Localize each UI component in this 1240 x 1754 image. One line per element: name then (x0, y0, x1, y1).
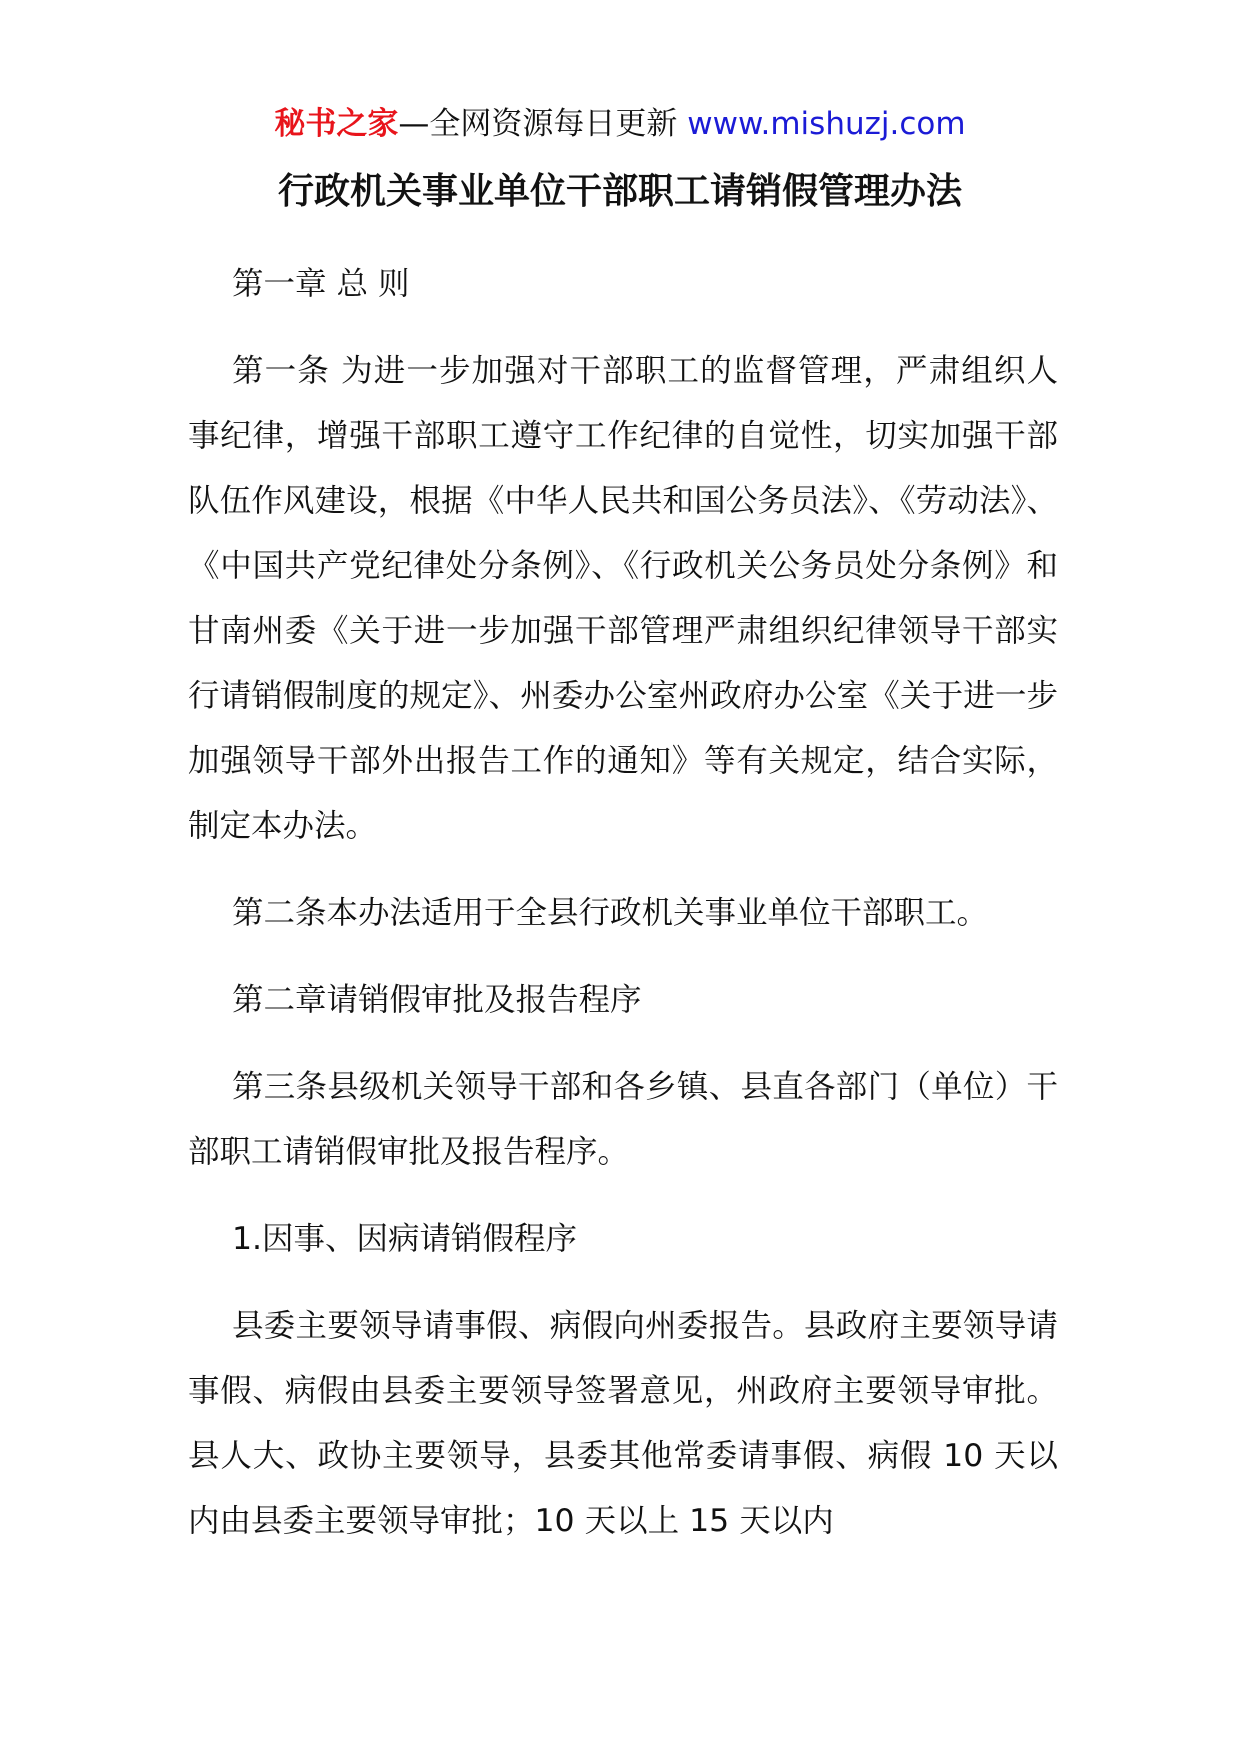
chapter-heading: 第一章 总 则 (232, 266, 410, 302)
paragraph: 第三条县级机关领导干部和各乡镇、县直各部门（单位）干部职工请销假审批及报告程序。 (188, 1069, 1058, 1170)
paragraph: 县委主要领导请事假、病假向州委报告。县政府主要领导请事假、病假由县委主要领导签署意见，州政府主要领导审批。县人大、政协主要领导，县委其他常委请事假、病假 10 天以内由县委主要领导审批；10 天以上 15 天以内 (188, 1308, 1058, 1539)
document-body (188, 252, 1058, 1576)
paragraph: 第一条 为进一步加强对干部职工的监督管理，严肃组织人事纪律，增强干部职工遵守工作纪律的自觉性，切实加强干部队伍作风建设，根据《中华人民共和国公务员法》、《劳动法》、《中国共产党纪律处分条例》、《行政机关公务员处分条例》和甘南州委《关于进一步加强干部管理严肃组织纪律领导干部实行请销假制度的规定》、州委办公室州政府办公室《关于进一步加强领导干部外出报告工作的通知》等有关规定，结合实际，制定本办法。 (188, 353, 1058, 844)
brand-name: 秘书之家 (274, 106, 399, 142)
paragraph: 第二条本办法适用于全县行政机关事业单位干部职工。 (232, 895, 989, 931)
document-title: 行政机关事业单位干部职工请销假管理办法 (277, 171, 962, 212)
site-url-link[interactable]: www.mishuzj.com (687, 106, 966, 142)
section-heading: 1.因事、因病请销假程序 (232, 1221, 578, 1257)
chapter-heading: 第二章请销假审批及报告程序 (232, 982, 642, 1018)
header-slogan: —全网资源每日更新 (398, 106, 688, 142)
site-header (0, 100, 1240, 148)
